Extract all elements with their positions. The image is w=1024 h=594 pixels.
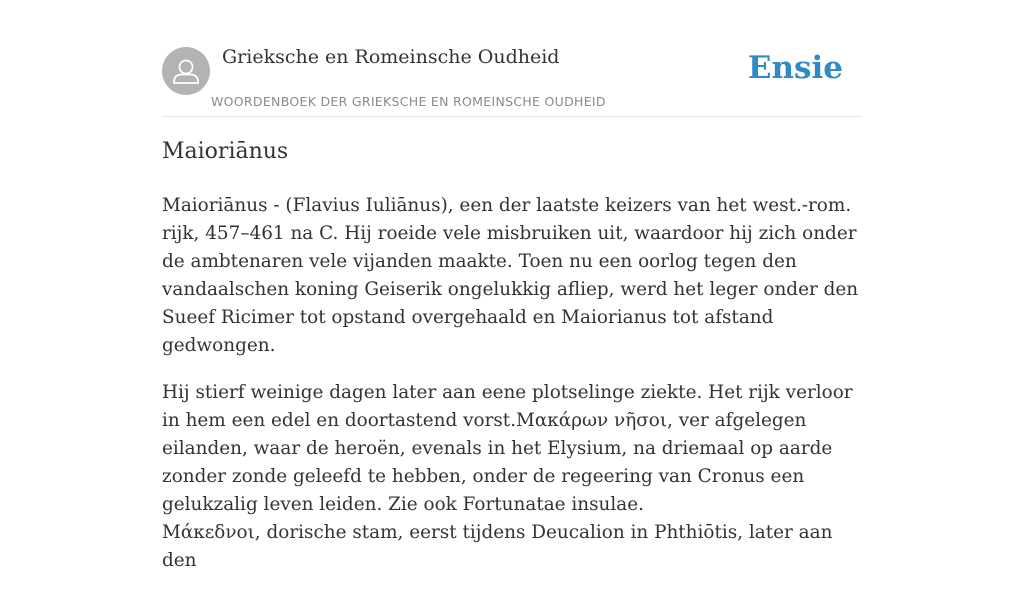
entry-body: [162, 192, 868, 594]
entry-title: Maioriānus: [162, 139, 289, 164]
source-title[interactable]: Grieksche en Romeinsche Oudheid: [222, 46, 560, 68]
header: [162, 40, 862, 117]
entry-paragraph: Maioriānus - (Flavius Iuliānus), een der laatste keizers van het west.-rom. rijk, 457–461 na C. Hij roeide vele misbruiken uit, waardoor hij zich onder de ambtenaren vele vijanden maakte. Toen nu een oorlog tegen den vandaalschen koning Geiserik ongelukkig afliep, werd het leger onder den Sueef Ricimer tot opstand overgehaald en Maiorianus tot afstand gedwongen.: [162, 195, 859, 356]
user-avatar-icon[interactable]: [162, 47, 210, 95]
entry-paragraph-text: Hij stierf weinige dagen later aan eene plotselinge ziekte. Het rijk verloor in hem een edel en doortastend vorst.Μακάρων νῆσοι, ver afgelegen eilanden, waar de heroën, evenals in het Elysium, na driemaal op aarde zonder zonde geleefd te hebben, onder de regeering van Cronus een gelukzalig leven leiden. Zie ook Fortunatae insulae.: [162, 382, 853, 515]
entry-paragraph-text: Μάκεδνοι, dorische stam, eerst tijdens Deucalion in Phthiōtis, later aan den: [162, 522, 833, 571]
ensie-logo[interactable]: Ensie: [747, 50, 843, 86]
entry-paragraph: [162, 379, 868, 575]
source-subtitle: WOORDENBOEK DER GRIEKSCHE EN ROMEINSCHE OUDHEID: [211, 94, 606, 109]
